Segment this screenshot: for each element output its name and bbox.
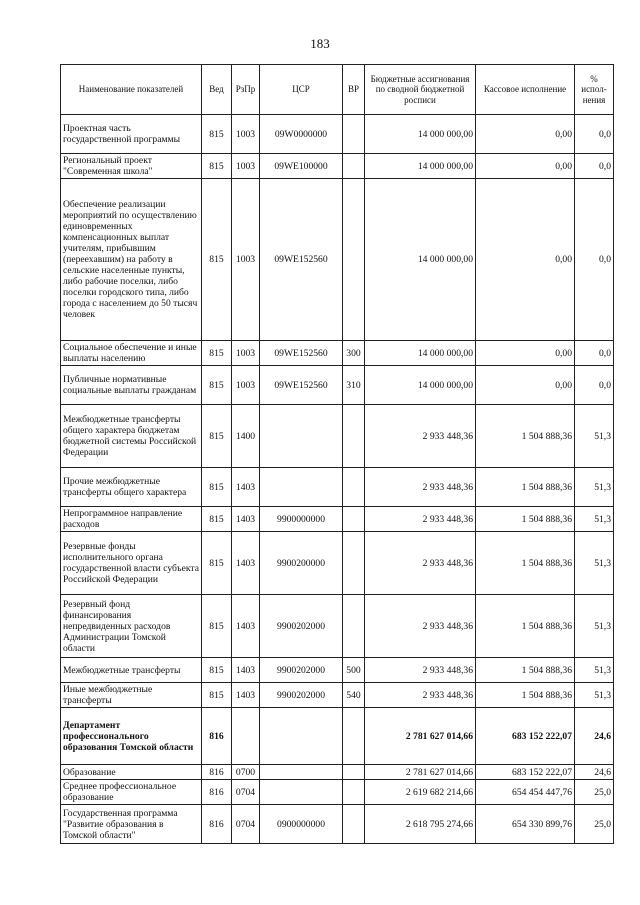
cell-ved: 815 (202, 341, 232, 366)
cell-pct: 0,0 (575, 366, 614, 405)
cell-ved: 815 (202, 683, 232, 708)
cell-name: Социальное обеспечение и иные выплаты населению (61, 341, 202, 366)
cell-rzpr: 1003 (232, 366, 260, 405)
cell-ved: 815 (202, 115, 232, 154)
cell-csr (260, 468, 343, 507)
cell-ved: 815 (202, 507, 232, 532)
cell-pct: 24,6 (575, 765, 614, 780)
cell-rzpr: 0704 (232, 780, 260, 805)
cell-ved: 816 (202, 708, 232, 765)
cell-ved: 815 (202, 366, 232, 405)
cell-csr: 09WE152560 (260, 179, 343, 341)
cell-name: Непрограммное направление расходов (61, 507, 202, 532)
cell-pct: 51,3 (575, 683, 614, 708)
table-row (61, 341, 614, 366)
cell-cash: 1 504 888,36 (476, 468, 575, 507)
cell-budget: 2 933 448,36 (365, 595, 476, 658)
cell-rzpr: 0700 (232, 765, 260, 780)
cell-ved: 815 (202, 405, 232, 468)
table-row (61, 805, 614, 844)
cell-cash: 0,00 (476, 366, 575, 405)
table-header-row (61, 65, 614, 115)
cell-budget: 14 000 000,00 (365, 366, 476, 405)
cell-rzpr: 1003 (232, 115, 260, 154)
cell-name: Департамент профессионального образования Томской области (61, 708, 202, 765)
cell-budget: 2 619 682 214,66 (365, 780, 476, 805)
cell-pct: 51,3 (575, 532, 614, 595)
cell-rzpr: 1403 (232, 468, 260, 507)
cell-pct: 0,0 (575, 115, 614, 154)
cell-name: Проектная часть государственной программы (61, 115, 202, 154)
cell-ved: 815 (202, 658, 232, 683)
cell-name: Обеспечение реализации мероприятий по осуществлению единовременных компенсационных выплат учителям, прибывшим (переехавшим) на работу в сельские населенные пункты, либо рабочие поселки, либо поселки городского типа, либо города с населением до 50 тысяч человек (61, 179, 202, 341)
cell-cash: 683 152 222,07 (476, 765, 575, 780)
cell-cash: 0,00 (476, 154, 575, 179)
cell-budget: 2 781 627 014,66 (365, 708, 476, 765)
cell-vr (343, 780, 365, 805)
table-row (61, 405, 614, 468)
cell-vr: 500 (343, 658, 365, 683)
page-number: 183 (310, 36, 330, 51)
cell-pct: 0,0 (575, 341, 614, 366)
cell-csr (260, 708, 343, 765)
cell-pct: 51,3 (575, 507, 614, 532)
cell-ved: 815 (202, 468, 232, 507)
cell-vr: 540 (343, 683, 365, 708)
cell-rzpr: 0704 (232, 805, 260, 844)
cell-vr (343, 765, 365, 780)
cell-csr: 0900000000 (260, 805, 343, 844)
cell-csr: 09W0000000 (260, 115, 343, 154)
table-row (61, 468, 614, 507)
cell-name: Среднее профессиональное образование (61, 780, 202, 805)
cell-rzpr: 1003 (232, 154, 260, 179)
table-row (61, 780, 614, 805)
cell-rzpr: 1400 (232, 405, 260, 468)
cell-ved: 815 (202, 532, 232, 595)
table-row (61, 115, 614, 154)
cell-csr: 09WE100000 (260, 154, 343, 179)
cell-budget: 14 000 000,00 (365, 115, 476, 154)
header-vr: ВР (343, 65, 365, 115)
cell-budget: 2 933 448,36 (365, 507, 476, 532)
cell-cash: 1 504 888,36 (476, 507, 575, 532)
cell-cash: 1 504 888,36 (476, 683, 575, 708)
cell-csr: 9900202000 (260, 683, 343, 708)
cell-cash: 683 152 222,07 (476, 708, 575, 765)
cell-csr: 9900202000 (260, 595, 343, 658)
cell-ved: 816 (202, 780, 232, 805)
cell-vr (343, 708, 365, 765)
cell-cash: 0,00 (476, 115, 575, 154)
cell-ved: 815 (202, 154, 232, 179)
cell-cash: 1 504 888,36 (476, 658, 575, 683)
cell-cash: 654 454 447,76 (476, 780, 575, 805)
cell-rzpr: 1403 (232, 532, 260, 595)
cell-name: Государственная программа "Развитие образования в Томской области" (61, 805, 202, 844)
table-row (61, 708, 614, 765)
cell-budget: 2 933 448,36 (365, 658, 476, 683)
cell-vr: 310 (343, 366, 365, 405)
cell-budget: 2 781 627 014,66 (365, 765, 476, 780)
cell-vr (343, 805, 365, 844)
cell-ved: 815 (202, 595, 232, 658)
cell-vr: 300 (343, 341, 365, 366)
table-row (61, 366, 614, 405)
header-cash: Кассовое исполнение (476, 65, 575, 115)
cell-budget: 2 618 795 274,66 (365, 805, 476, 844)
table-row (61, 658, 614, 683)
cell-pct: 51,3 (575, 468, 614, 507)
cell-csr: 9900200000 (260, 532, 343, 595)
cell-vr (343, 507, 365, 532)
cell-budget: 14 000 000,00 (365, 154, 476, 179)
table-row (61, 532, 614, 595)
header-pct: % испол-нения (575, 65, 614, 115)
cell-csr (260, 780, 343, 805)
cell-vr (343, 595, 365, 658)
table-row (61, 765, 614, 780)
cell-pct: 0,0 (575, 179, 614, 341)
cell-pct: 51,3 (575, 405, 614, 468)
cell-pct: 51,3 (575, 658, 614, 683)
cell-name: Образование (61, 765, 202, 780)
cell-budget: 14 000 000,00 (365, 341, 476, 366)
cell-budget: 14 000 000,00 (365, 179, 476, 341)
cell-csr: 9900000000 (260, 507, 343, 532)
cell-csr: 9900202000 (260, 658, 343, 683)
cell-name: Резервные фонды исполнительного органа государственной власти субъекта Российской Федерации (61, 532, 202, 595)
cell-ved: 815 (202, 179, 232, 341)
cell-csr: 09WE152560 (260, 366, 343, 405)
cell-budget: 2 933 448,36 (365, 683, 476, 708)
cell-rzpr: 1003 (232, 179, 260, 341)
cell-pct: 24,6 (575, 708, 614, 765)
table-row (61, 179, 614, 341)
cell-pct: 25,0 (575, 780, 614, 805)
cell-cash: 0,00 (476, 179, 575, 341)
cell-rzpr: 1403 (232, 595, 260, 658)
cell-name: Региональный проект "Современная школа" (61, 154, 202, 179)
cell-cash: 1 504 888,36 (476, 405, 575, 468)
cell-name: Прочие межбюджетные трансферты общего характера (61, 468, 202, 507)
header-name: Наименование показателей (61, 65, 202, 115)
cell-cash: 0,00 (476, 341, 575, 366)
cell-rzpr (232, 708, 260, 765)
cell-vr (343, 405, 365, 468)
cell-budget: 2 933 448,36 (365, 405, 476, 468)
cell-ved: 816 (202, 765, 232, 780)
cell-name: Иные межбюджетные трансферты (61, 683, 202, 708)
budget-execution-table (60, 64, 614, 844)
cell-name: Межбюджетные трансферты общего характера бюджетам бюджетной системы Российской Федерации (61, 405, 202, 468)
table-row (61, 154, 614, 179)
cell-pct: 51,3 (575, 595, 614, 658)
header-ved: Вед (202, 65, 232, 115)
cell-rzpr: 1403 (232, 507, 260, 532)
table-row (61, 507, 614, 532)
cell-cash: 654 330 899,76 (476, 805, 575, 844)
table-row (61, 595, 614, 658)
cell-budget: 2 933 448,36 (365, 468, 476, 507)
header-budget: Бюджетные ассигнования по сводной бюджетной росписи (365, 65, 476, 115)
cell-cash: 1 504 888,36 (476, 532, 575, 595)
cell-rzpr: 1403 (232, 658, 260, 683)
cell-pct: 0,0 (575, 154, 614, 179)
cell-csr (260, 405, 343, 468)
cell-cash: 1 504 888,36 (476, 595, 575, 658)
cell-csr (260, 765, 343, 780)
header-csr: ЦСР (260, 65, 343, 115)
header-rzpr: РзПр (232, 65, 260, 115)
cell-ved: 816 (202, 805, 232, 844)
cell-name: Межбюджетные трансферты (61, 658, 202, 683)
table-row (61, 683, 614, 708)
cell-vr (343, 532, 365, 595)
cell-rzpr: 1003 (232, 341, 260, 366)
cell-pct: 25,0 (575, 805, 614, 844)
cell-vr (343, 179, 365, 341)
cell-vr (343, 115, 365, 154)
cell-vr (343, 468, 365, 507)
cell-budget: 2 933 448,36 (365, 532, 476, 595)
cell-name: Публичные нормативные социальные выплаты гражданам (61, 366, 202, 405)
cell-vr (343, 154, 365, 179)
cell-rzpr: 1403 (232, 683, 260, 708)
cell-csr: 09WE152560 (260, 341, 343, 366)
cell-name: Резервный фонд финансирования непредвиденных расходов Администрации Томской области (61, 595, 202, 658)
